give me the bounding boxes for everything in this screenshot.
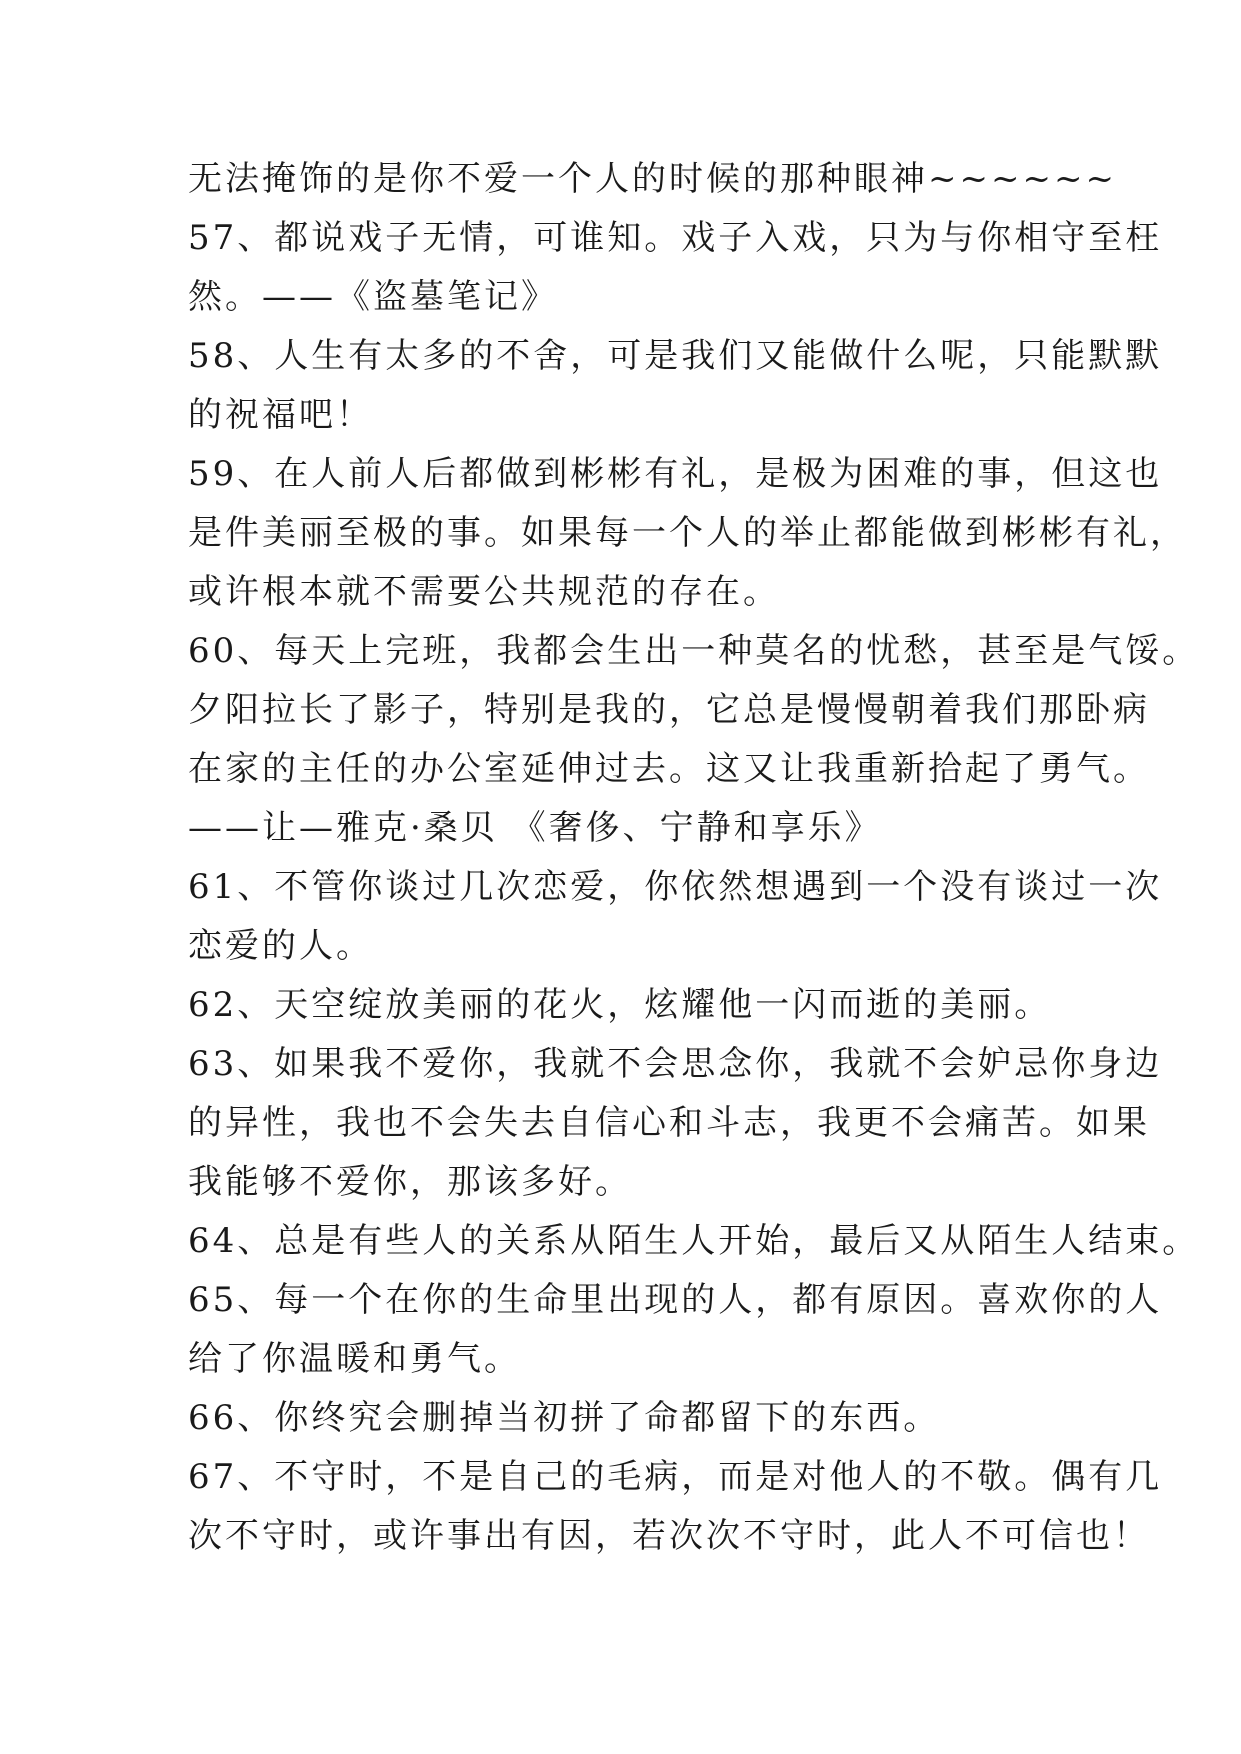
text-line: 然。——《盗墓笔记》 xyxy=(188,277,558,317)
text-line: 给了你温暖和勇气。 xyxy=(188,1339,521,1379)
text-line: 或许根本就不需要公共规范的存在。 xyxy=(188,572,780,612)
text-line: 夕阳拉长了影子，特别是我的，它总是慢慢朝着我们那卧病 xyxy=(188,690,1150,730)
text-line: 59、在人前人后都做到彬彬有礼，是极为困难的事，但这也 xyxy=(188,454,1163,494)
text-line: ——让—雅克·桑贝 《奢侈、宁静和享乐》 xyxy=(188,808,882,848)
text-line: 是件美丽至极的事。如果每一个人的举止都能做到彬彬有礼， xyxy=(188,513,1187,553)
text-line: 恋爱的人。 xyxy=(188,926,373,966)
text-line: 在家的主任的办公室延伸过去。这又让我重新拾起了勇气。 xyxy=(188,749,1150,789)
text-line: 我能够不爱你，那该多好。 xyxy=(188,1162,632,1202)
text-line: 无法掩饰的是你不爱一个人的时候的那种眼神~~~~~~ xyxy=(188,159,1117,199)
document-body xyxy=(188,150,1200,1566)
text-line: 的祝福吧！ xyxy=(188,395,373,435)
text-line: 67、不守时，不是自己的毛病，而是对他人的不敬。偶有几 xyxy=(188,1457,1163,1497)
text-line: 61、不管你谈过几次恋爱，你依然想遇到一个没有谈过一次 xyxy=(188,867,1163,907)
text-line: 58、人生有太多的不舍，可是我们又能做什么呢，只能默默 xyxy=(188,336,1163,376)
text-line: 57、都说戏子无情，可谁知。戏子入戏，只为与你相守至枉 xyxy=(188,218,1163,258)
text-line: 66、你终究会删掉当初拼了命都留下的东西。 xyxy=(188,1398,941,1438)
text-line: 次不守时，或许事出有因，若次次不守时，此人不可信也！ xyxy=(188,1516,1150,1556)
text-line: 的异性，我也不会失去自信心和斗志，我更不会痛苦。如果 xyxy=(188,1103,1150,1143)
text-line: 62、天空绽放美丽的花火，炫耀他一闪而逝的美丽。 xyxy=(188,985,1052,1025)
text-line: 60、每天上完班，我都会生出一种莫名的忧愁，甚至是气馁。 xyxy=(188,631,1200,671)
text-line: 63、如果我不爱你，我就不会思念你，我就不会妒忌你身边 xyxy=(188,1044,1163,1084)
text-line: 64、总是有些人的关系从陌生人开始，最后又从陌生人结束。 xyxy=(188,1221,1200,1261)
text-line: 65、每一个在你的生命里出现的人，都有原因。喜欢你的人 xyxy=(188,1280,1163,1320)
